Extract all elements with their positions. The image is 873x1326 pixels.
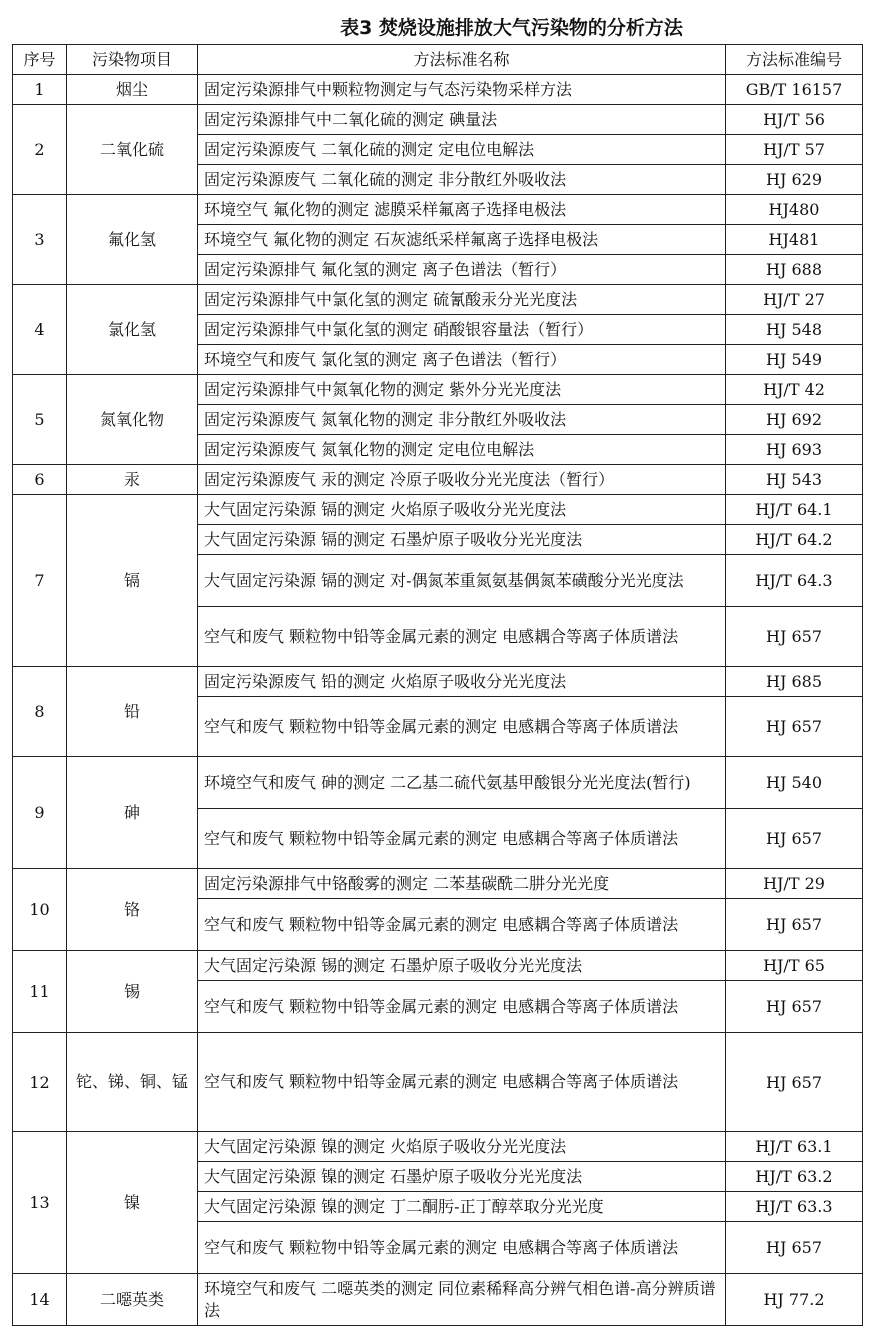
- cell-code: HJ481: [726, 225, 863, 255]
- header-code: 方法标准编号: [726, 45, 863, 75]
- cell-pollutant: 二氧化硫: [67, 105, 198, 195]
- table-row: [13, 375, 863, 405]
- cell-pollutant: 汞: [67, 465, 198, 495]
- cell-pollutant: 烟尘: [67, 75, 198, 105]
- cell-code: HJ/T 63.3: [726, 1192, 863, 1222]
- table-row: [13, 75, 863, 105]
- table-row: [13, 195, 863, 225]
- cell-method: 固定污染源排气中氯化氢的测定 硫氰酸汞分光光度法: [198, 285, 726, 315]
- table-row: [13, 951, 863, 981]
- cell-method: 空气和废气 颗粒物中铅等金属元素的测定 电感耦合等离子体质谱法: [198, 697, 726, 757]
- cell-method: 大气固定污染源 镉的测定 对-偶氮苯重氮氨基偶氮苯磺酸分光光度法: [198, 555, 726, 607]
- cell-no: 12: [13, 1033, 67, 1132]
- cell-pollutant: 铊、锑、铜、锰: [67, 1033, 198, 1132]
- cell-method: 大气固定污染源 镍的测定 丁二酮肟-正丁醇萃取分光光度: [198, 1192, 726, 1222]
- cell-pollutant: 氯化氢: [67, 285, 198, 375]
- cell-method: 空气和废气 颗粒物中铅等金属元素的测定 电感耦合等离子体质谱法: [198, 1033, 726, 1132]
- cell-no: 13: [13, 1132, 67, 1274]
- cell-method: 固定污染源排气中颗粒物测定与气态污染物采样方法: [198, 75, 726, 105]
- cell-code: HJ 657: [726, 981, 863, 1033]
- cell-method: 空气和废气 颗粒物中铅等金属元素的测定 电感耦合等离子体质谱法: [198, 809, 726, 869]
- cell-method: 环境空气 氟化物的测定 石灰滤纸采样氟离子选择电极法: [198, 225, 726, 255]
- cell-method: 大气固定污染源 镍的测定 火焰原子吸收分光光度法: [198, 1132, 726, 1162]
- cell-method: 环境空气和废气 二噁英类的测定 同位素稀释高分辨气相色谱-高分辨质谱法: [198, 1274, 726, 1326]
- cell-method: 大气固定污染源 镍的测定 石墨炉原子吸收分光光度法: [198, 1162, 726, 1192]
- cell-pollutant: 锡: [67, 951, 198, 1033]
- cell-code: HJ 549: [726, 345, 863, 375]
- cell-method: 环境空气和废气 氯化氢的测定 离子色谱法（暂行）: [198, 345, 726, 375]
- cell-no: 5: [13, 375, 67, 465]
- header-pollutant: 污染物项目: [67, 45, 198, 75]
- cell-method: 空气和废气 颗粒物中铅等金属元素的测定 电感耦合等离子体质谱法: [198, 899, 726, 951]
- table-row: [13, 1132, 863, 1162]
- cell-no: 6: [13, 465, 67, 495]
- table-row: [13, 1274, 863, 1326]
- cell-pollutant: 镍: [67, 1132, 198, 1274]
- cell-method: 固定污染源废气 二氧化硫的测定 非分散红外吸收法: [198, 165, 726, 195]
- cell-pollutant: 砷: [67, 757, 198, 869]
- cell-method: 空气和废气 颗粒物中铅等金属元素的测定 电感耦合等离子体质谱法: [198, 607, 726, 667]
- cell-no: 1: [13, 75, 67, 105]
- cell-method: 固定污染源废气 氮氧化物的测定 非分散红外吸收法: [198, 405, 726, 435]
- cell-method: 固定污染源排气中二氧化硫的测定 碘量法: [198, 105, 726, 135]
- cell-method: 环境空气 氟化物的测定 滤膜采样氟离子选择电极法: [198, 195, 726, 225]
- cell-code: HJ 657: [726, 697, 863, 757]
- cell-no: 3: [13, 195, 67, 285]
- cell-code: HJ 692: [726, 405, 863, 435]
- cell-method: 大气固定污染源 锡的测定 石墨炉原子吸收分光光度法: [198, 951, 726, 981]
- cell-method: 环境空气和废气 砷的测定 二乙基二硫代氨基甲酸银分光光度法(暂行): [198, 757, 726, 809]
- cell-no: 7: [13, 495, 67, 667]
- table-row: [13, 285, 863, 315]
- cell-method: 空气和废气 颗粒物中铅等金属元素的测定 电感耦合等离子体质谱法: [198, 981, 726, 1033]
- cell-code: HJ/T 42: [726, 375, 863, 405]
- header-method: 方法标准名称: [198, 45, 726, 75]
- cell-method: 固定污染源排气 氟化氢的测定 离子色谱法（暂行）: [198, 255, 726, 285]
- cell-method: 固定污染源废气 汞的测定 冷原子吸收分光光度法（暂行）: [198, 465, 726, 495]
- table-row: [13, 869, 863, 899]
- cell-code: HJ/T 64.3: [726, 555, 863, 607]
- cell-code: HJ 657: [726, 899, 863, 951]
- cell-method: 固定污染源废气 氮氧化物的测定 定电位电解法: [198, 435, 726, 465]
- cell-method: 大气固定污染源 镉的测定 石墨炉原子吸收分光光度法: [198, 525, 726, 555]
- cell-method: 固定污染源废气 铅的测定 火焰原子吸收分光光度法: [198, 667, 726, 697]
- cell-no: 11: [13, 951, 67, 1033]
- cell-method: 固定污染源排气中氯化氢的测定 硝酸银容量法（暂行）: [198, 315, 726, 345]
- cell-code: HJ/T 29: [726, 869, 863, 899]
- cell-pollutant: 氟化氢: [67, 195, 198, 285]
- cell-code: HJ 688: [726, 255, 863, 285]
- table-row: [13, 495, 863, 525]
- analysis-methods-table: [12, 44, 863, 1326]
- cell-pollutant: 铅: [67, 667, 198, 757]
- header-no: 序号: [13, 45, 67, 75]
- table-row: [13, 105, 863, 135]
- cell-code: HJ/T 63.2: [726, 1162, 863, 1192]
- cell-code: HJ 685: [726, 667, 863, 697]
- cell-code: HJ 657: [726, 809, 863, 869]
- cell-method: 固定污染源排气中铬酸雾的测定 二苯基碳酰二肼分光光度: [198, 869, 726, 899]
- cell-code: GB/T 16157: [726, 75, 863, 105]
- cell-pollutant: 二噁英类: [67, 1274, 198, 1326]
- cell-no: 4: [13, 285, 67, 375]
- cell-method: 固定污染源排气中氮氧化物的测定 紫外分光光度法: [198, 375, 726, 405]
- cell-code: HJ 77.2: [726, 1274, 863, 1326]
- cell-pollutant: 氮氧化物: [67, 375, 198, 465]
- cell-pollutant: 镉: [67, 495, 198, 667]
- header-row: [13, 45, 863, 75]
- cell-code: HJ 657: [726, 1222, 863, 1274]
- cell-pollutant: 铬: [67, 869, 198, 951]
- cell-method: 固定污染源废气 二氧化硫的测定 定电位电解法: [198, 135, 726, 165]
- table-row: [13, 1033, 863, 1132]
- cell-code: HJ 629: [726, 165, 863, 195]
- cell-code: HJ/T 64.2: [726, 525, 863, 555]
- cell-no: 14: [13, 1274, 67, 1326]
- table-body: [13, 75, 863, 1326]
- cell-code: HJ/T 57: [726, 135, 863, 165]
- cell-method: 大气固定污染源 镉的测定 火焰原子吸收分光光度法: [198, 495, 726, 525]
- cell-code: HJ 693: [726, 435, 863, 465]
- cell-no: 9: [13, 757, 67, 869]
- cell-code: HJ 657: [726, 607, 863, 667]
- table-row: [13, 465, 863, 495]
- cell-code: HJ 540: [726, 757, 863, 809]
- cell-code: HJ 548: [726, 315, 863, 345]
- cell-code: HJ/T 27: [726, 285, 863, 315]
- cell-code: HJ480: [726, 195, 863, 225]
- cell-code: HJ/T 64.1: [726, 495, 863, 525]
- cell-no: 10: [13, 869, 67, 951]
- table-row: [13, 757, 863, 809]
- cell-code: HJ 543: [726, 465, 863, 495]
- cell-no: 2: [13, 105, 67, 195]
- table-row: [13, 667, 863, 697]
- cell-no: 8: [13, 667, 67, 757]
- cell-code: HJ 657: [726, 1033, 863, 1132]
- cell-code: HJ/T 65: [726, 951, 863, 981]
- table-title: 表3 焚烧设施排放大气污染物的分析方法: [340, 17, 683, 39]
- cell-code: HJ/T 63.1: [726, 1132, 863, 1162]
- cell-code: HJ/T 56: [726, 105, 863, 135]
- cell-method: 空气和废气 颗粒物中铅等金属元素的测定 电感耦合等离子体质谱法: [198, 1222, 726, 1274]
